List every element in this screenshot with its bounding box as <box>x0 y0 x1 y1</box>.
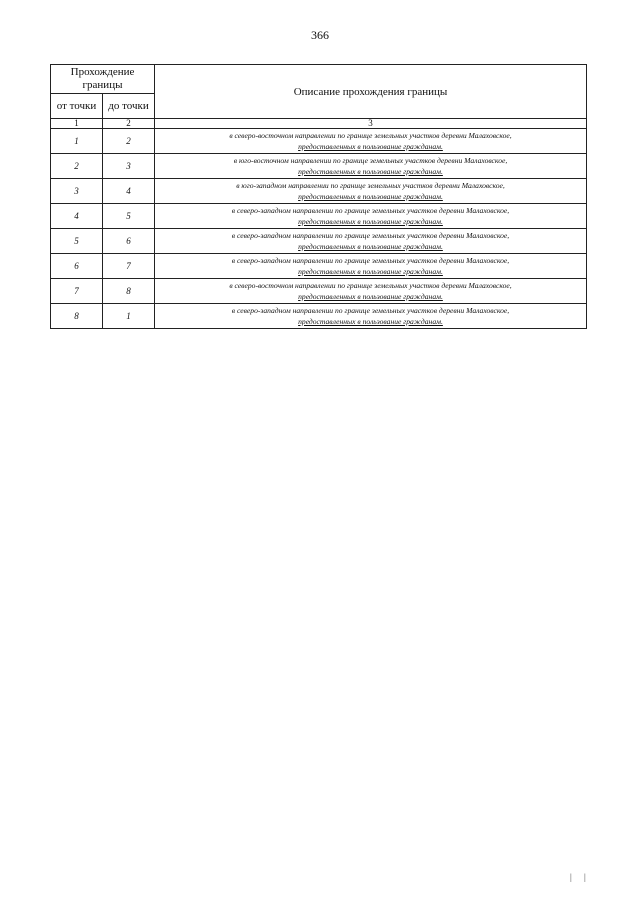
table-row <box>51 179 587 204</box>
column-number: 3 <box>155 119 587 129</box>
table-header <box>51 65 587 119</box>
corner-mark: | | <box>570 872 591 882</box>
from-point-cell: 8 <box>51 304 103 329</box>
to-point-cell: 4 <box>103 179 155 204</box>
from-point-cell: 6 <box>51 254 103 279</box>
header-to-point: до точки <box>103 94 155 119</box>
description-line: в северо-западном направлении по границе земельных участков деревни Малаховское, <box>231 231 510 240</box>
table-row <box>51 254 587 279</box>
to-point-cell: 1 <box>103 304 155 329</box>
description-cell <box>155 154 587 179</box>
description-line: предоставленных в пользование гражданам. <box>298 267 443 276</box>
to-point-cell: 7 <box>103 254 155 279</box>
table-row <box>51 279 587 304</box>
to-point-cell: 2 <box>103 129 155 154</box>
header-boundary-passage: Прохождение границы <box>51 65 155 94</box>
table-row <box>51 129 587 154</box>
description-line: предоставленных в пользование гражданам. <box>298 242 443 251</box>
description-cell <box>155 129 587 154</box>
table-row <box>51 204 587 229</box>
header-description: Описание прохождения границы <box>155 65 587 119</box>
table-row <box>51 229 587 254</box>
description-cell <box>155 254 587 279</box>
description-line: в юго-западном направлении по границе земельных участков деревни Малаховское, <box>236 181 505 190</box>
description-line: в северо-восточном направлении по границе земельных участков деревни Малаховское, <box>229 131 512 140</box>
to-point-cell: 3 <box>103 154 155 179</box>
column-number: 1 <box>51 119 103 129</box>
description-line: предоставленных в пользование гражданам. <box>298 317 443 326</box>
description-line: предоставленных в пользование гражданам. <box>298 142 443 151</box>
table-row <box>51 154 587 179</box>
to-point-cell: 5 <box>103 204 155 229</box>
description-line: в северо-западном направлении по границе земельных участков деревни Малаховское, <box>231 306 510 315</box>
from-point-cell: 7 <box>51 279 103 304</box>
table-row <box>51 304 587 329</box>
column-number: 2 <box>103 119 155 129</box>
description-line: предоставленных в пользование гражданам. <box>298 292 443 301</box>
description-cell <box>155 304 587 329</box>
page-number: 366 <box>311 28 329 42</box>
description-line: в юго-восточном направлении по границе земельных участков деревни Малаховское, <box>233 156 508 165</box>
from-point-cell: 4 <box>51 204 103 229</box>
boundary-table <box>50 64 587 329</box>
description-line: предоставленных в пользование гражданам. <box>298 192 443 201</box>
column-number-row <box>51 119 587 129</box>
description-line: предоставленных в пользование гражданам. <box>298 167 443 176</box>
from-point-cell: 3 <box>51 179 103 204</box>
from-point-cell: 1 <box>51 129 103 154</box>
description-line: в северо-восточном направлении по границе земельных участков деревни Малаховское, <box>229 281 512 290</box>
to-point-cell: 8 <box>103 279 155 304</box>
description-line: в северо-западном направлении по границе земельных участков деревни Малаховское, <box>231 206 510 215</box>
description-cell <box>155 279 587 304</box>
description-cell <box>155 204 587 229</box>
description-line: предоставленных в пользование гражданам. <box>298 217 443 226</box>
header-from-point: от точки <box>51 94 103 119</box>
from-point-cell: 5 <box>51 229 103 254</box>
description-cell <box>155 179 587 204</box>
description-cell <box>155 229 587 254</box>
to-point-cell: 6 <box>103 229 155 254</box>
from-point-cell: 2 <box>51 154 103 179</box>
description-line: в северо-западном направлении по границе земельных участков деревни Малаховское, <box>231 256 510 265</box>
